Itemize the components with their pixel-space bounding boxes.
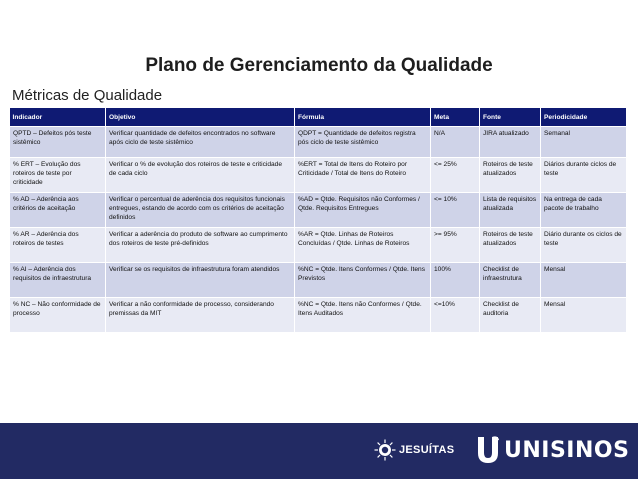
cell-periodicidade: Mensal: [541, 263, 627, 298]
cell-fonte: JIRA atualizado: [480, 127, 541, 158]
cell-objetivo: Verificar se os requisitos de infraestrutura foram atendidos: [106, 263, 295, 298]
cell-meta: N/A: [431, 127, 480, 158]
header-objetivo: Objetivo: [106, 108, 295, 127]
header-formula: Fórmula: [295, 108, 431, 127]
cell-objetivo: Verificar o % de evolução dos roteiros de teste e criticidade de cada ciclo: [106, 158, 295, 193]
cell-formula: %NC = Qtde. Itens Conformes / Qtde. Itens Previstos: [295, 263, 431, 298]
cell-meta: <= 25%: [431, 158, 480, 193]
cell-periodicidade: Na entrega de cada pacote de trabalho: [541, 193, 627, 228]
cell-meta: <=10%: [431, 298, 480, 333]
cell-periodicidade: Diário durante os ciclos de teste: [541, 228, 627, 263]
cell-formula: QDPT = Quantidade de defeitos registra pós ciclo de teste sistêmico: [295, 127, 431, 158]
cell-periodicidade: Diários durante ciclos de teste: [541, 158, 627, 193]
cell-objetivo: Verificar o percentual de aderência dos requisitos funcionais entregues, estando de acordo com os critérios de aceitação definidos: [106, 193, 295, 228]
cell-indicador: % ERT – Evolução dos roteiros de teste por criticidade: [10, 158, 106, 193]
table-header-row: [10, 108, 627, 127]
cell-indicador: % AD – Aderência aos critérios de aceitação: [10, 193, 106, 228]
table-row: [10, 127, 627, 158]
cell-fonte: Checklist de infraestrutura: [480, 263, 541, 298]
table-row: [10, 158, 627, 193]
cell-formula: %AD = Qtde. Requisitos não Conformes / Qtde. Requisitos Entregues: [295, 193, 431, 228]
header-periodicidade: Periodicidade: [541, 108, 627, 127]
cell-indicador: QPTD – Defeitos pós teste sistêmico: [10, 127, 106, 158]
table-row: [10, 193, 627, 228]
header-fonte: Fonte: [480, 108, 541, 127]
cell-objetivo: Verificar a aderência do produto de software ao cumprimento dos roteiros de teste pré-definidos: [106, 228, 295, 263]
cell-objetivo: Verificar a não conformidade de processo, considerando premissas da MIT: [106, 298, 295, 333]
jesuitas-logo: [374, 435, 454, 465]
cell-indicador: % AR – Aderência dos roteiros de testes: [10, 228, 106, 263]
section-subtitle: Métricas de Qualidade: [12, 87, 163, 104]
table-row: [10, 263, 627, 298]
cell-fonte: Roteiros de teste atualizados: [480, 158, 541, 193]
cell-objetivo: Verificar quantidade de defeitos encontrados no software após ciclo de teste sistêmico: [106, 127, 295, 158]
page-title: Plano de Gerenciamento da Qualidade: [145, 55, 493, 76]
header-meta: Meta: [431, 108, 480, 127]
unisinos-logo-text: UNISINOS: [504, 437, 630, 463]
cell-formula: %ERT = Total de Itens do Roteiro por Criticidade / Total de Itens do Roteiro: [295, 158, 431, 193]
jesuit-sun-icon: [374, 439, 396, 461]
table-row: [10, 298, 627, 333]
cell-periodicidade: Semanal: [541, 127, 627, 158]
cell-formula: %NC = Qtde. Itens não Conformes / Qtde. Itens Auditados: [295, 298, 431, 333]
cell-meta: >= 95%: [431, 228, 480, 263]
cell-indicador: % AI – Aderência dos requisitos de infraestrutura: [10, 263, 106, 298]
unisinos-logo: [476, 433, 629, 467]
unisinos-u-icon: [476, 435, 500, 465]
cell-indicador: % NC – Não conformidade de processo: [10, 298, 106, 333]
cell-periodicidade: Mensal: [541, 298, 627, 333]
cell-fonte: Lista de requisitos atualizada: [480, 193, 541, 228]
cell-meta: 100%: [431, 263, 480, 298]
jesuitas-logo-text: JESUÍTAS: [399, 444, 455, 456]
cell-fonte: Roteiros de teste atualizados: [480, 228, 541, 263]
cell-fonte: Checklist de auditoria: [480, 298, 541, 333]
header-indicador: Indicador: [10, 108, 106, 127]
cell-formula: %AR = Qtde. Linhas de Roteiros Concluídas / Qtde. Linhas de Roteiros: [295, 228, 431, 263]
metrics-table: [9, 108, 627, 333]
table-row: [10, 228, 627, 263]
cell-meta: <= 10%: [431, 193, 480, 228]
